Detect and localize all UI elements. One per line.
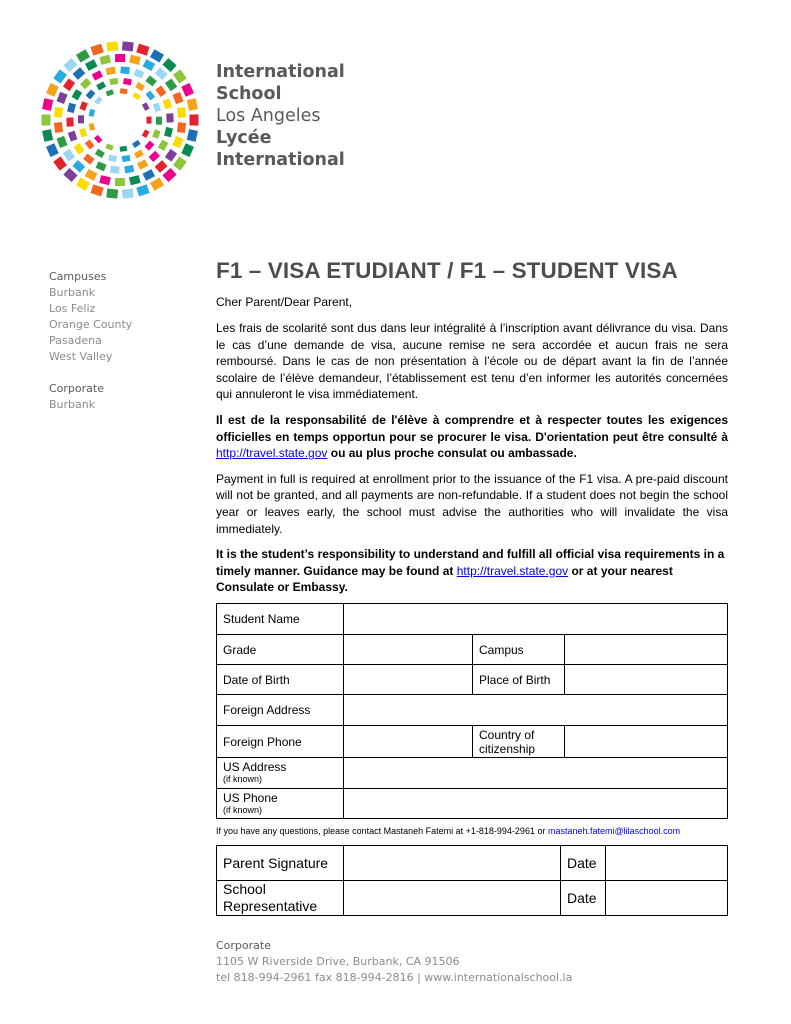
logo-tile — [76, 177, 90, 190]
parent-signature-label: Parent Signature — [217, 846, 344, 881]
dob-field[interactable] — [344, 665, 473, 695]
logo-tile — [54, 107, 63, 118]
grade-field[interactable] — [344, 635, 473, 665]
logo-tile — [115, 178, 125, 186]
logo-tile — [123, 78, 132, 85]
logo-tile — [66, 117, 73, 126]
logo-tile — [156, 117, 162, 125]
logo-tile — [150, 177, 164, 190]
logo-tile — [136, 184, 149, 196]
contact-note — [216, 825, 680, 837]
logo-tile — [122, 189, 134, 199]
logo-tile — [177, 107, 186, 118]
logo-tile — [86, 89, 96, 99]
corporate-heading: Corporate — [49, 382, 104, 395]
grade-label: Grade — [217, 635, 344, 665]
logo-tile — [68, 131, 78, 142]
logo-tile — [155, 86, 166, 97]
logo-tile — [106, 89, 114, 96]
foreign-address-field[interactable] — [344, 695, 728, 726]
logo-tile — [85, 59, 98, 71]
us-address-text: US Address — [223, 760, 287, 774]
logo-tile — [187, 129, 198, 142]
logo-line-international: International — [216, 62, 345, 82]
logo-tile — [105, 143, 113, 150]
logo-tile — [94, 96, 102, 105]
logo-tile — [122, 41, 134, 51]
logo-tile — [54, 122, 63, 133]
logo-tile — [165, 78, 177, 91]
student-name-label: Student Name — [217, 604, 344, 635]
logo-tile — [190, 115, 199, 126]
letter-body — [216, 256, 728, 596]
school-logo-text — [216, 61, 345, 171]
foreign-phone-label: Foreign Phone — [217, 726, 344, 758]
logo-tile — [78, 115, 84, 123]
travel-state-link-fr[interactable]: http://travel.state.gov — [216, 446, 328, 461]
logo-tile — [42, 115, 51, 126]
logo-tile — [42, 98, 53, 111]
logo-tile — [72, 160, 85, 173]
logo-tile — [89, 123, 95, 131]
logo-tile — [106, 67, 116, 76]
logo-line-los-angeles: Los Angeles — [216, 106, 321, 126]
campus-label: Campus — [473, 635, 565, 665]
if-known-note: (if known) — [223, 805, 263, 815]
logo-tile — [158, 140, 169, 151]
logo-line-international-2: International — [216, 150, 345, 170]
us-phone-label — [217, 789, 344, 819]
logo-tile — [46, 83, 59, 97]
parent-date-label: Date — [561, 846, 606, 881]
logo-tile — [145, 141, 155, 151]
foreign-phone-field[interactable] — [344, 726, 473, 758]
logo-tile — [96, 161, 107, 171]
english-paragraph: Payment in full is required at enrollment prior to the issuance of the F1 visa. A pre-paid discount will not be granted, and all payments are non-refundable. If a student does not begin the school year or leaves early, the school must advise the authorities who will invalidate the visa immediately. — [216, 471, 728, 536]
logo-tile — [142, 102, 150, 111]
school-rep-date-field[interactable] — [606, 881, 728, 916]
logo-tile — [142, 169, 155, 181]
logo-tile — [164, 127, 173, 137]
country-of-citizenship-label: Country of citizenship — [473, 726, 565, 758]
logo-tile — [162, 58, 176, 72]
logo-tile — [143, 59, 156, 71]
logo-tile — [56, 136, 67, 148]
page-title: F1 – VISA ETUDIANT / F1 – STUDENT VISA — [216, 258, 678, 283]
logo-tile — [142, 129, 150, 138]
p2-text-end: ou au plus proche consulat ou ambassade. — [327, 446, 577, 461]
place-of-birth-field[interactable] — [565, 665, 728, 695]
logo-tile — [76, 49, 90, 62]
logo-tile — [63, 149, 75, 162]
logo-tile — [94, 135, 102, 144]
logo-tile — [108, 155, 117, 162]
logo-tile — [110, 166, 120, 174]
logo-tile — [85, 169, 98, 181]
logo-tile — [173, 69, 187, 83]
p4-text-end: or at your nearest Consulate or Embassy. — [216, 563, 673, 595]
logo-tile — [91, 184, 104, 196]
campus-item: Pasadena — [49, 334, 102, 347]
footer — [216, 938, 572, 986]
logo-tile — [145, 90, 155, 100]
logo-tile — [155, 160, 168, 173]
signature-table — [216, 845, 728, 916]
logo-tile — [120, 146, 128, 152]
logo-tile — [53, 69, 67, 83]
parent-date-field[interactable] — [606, 846, 728, 881]
logo-tile — [137, 159, 148, 169]
contact-email-link[interactable]: mastaneh.fatemi@lilaschool.com — [547, 826, 681, 836]
foreign-address-label: Foreign Address — [217, 695, 344, 726]
logo-tile — [153, 103, 161, 113]
logo-tile — [72, 89, 83, 100]
logo-tile — [149, 151, 160, 162]
french-responsibility-paragraph — [216, 412, 728, 462]
logo-tile — [73, 67, 86, 80]
student-name-field[interactable] — [344, 604, 728, 635]
logo-tile — [83, 154, 94, 165]
logo-line-lycee: Lycée — [216, 128, 272, 148]
campus-field[interactable] — [565, 635, 728, 665]
logo-tile — [129, 175, 141, 185]
school-logo-mosaic — [40, 40, 200, 200]
us-phone-field[interactable] — [344, 789, 728, 819]
logo-tile — [96, 81, 106, 90]
travel-state-link-en[interactable]: http://travel.state.gov — [456, 563, 569, 578]
logo-tile — [135, 82, 145, 91]
place-of-birth-label: Place of Birth — [473, 665, 565, 695]
logo-tile — [106, 189, 118, 199]
french-paragraph: Les frais de scolarité sont dus dans leur intégralité à l’inscription avant délivrance du visa. Dans le cas d’une demande de visa, aucune remise ne sera accordée et aucun frais ne sera remboursé. Dans le cas de non présentation à l’école ou de départ avant la fin de l’année scolaire de l’élève demandeur, l’établissement est tenu d’en informer les autorités concernées qui annuleront le visa immédiatement. — [216, 321, 728, 402]
logo-tile — [74, 143, 85, 154]
logo-tile — [79, 101, 87, 111]
logo-tile — [155, 67, 168, 80]
campus-item: Orange County — [49, 318, 133, 331]
logo-tile — [46, 143, 59, 157]
logo-tile — [122, 155, 131, 162]
logo-tile — [145, 75, 156, 86]
logo-tile — [80, 78, 91, 89]
school-rep-label: School Representative — [217, 881, 344, 916]
logo-tile — [92, 70, 103, 80]
school-rep-date-label: Date — [561, 881, 606, 916]
sidebar — [49, 269, 179, 413]
logo-tile — [99, 175, 111, 185]
logo-tile — [120, 88, 128, 94]
logo-tile — [99, 55, 111, 65]
logo-tile — [173, 156, 187, 170]
logo-tile — [91, 44, 104, 56]
campus-item: Burbank — [49, 286, 96, 299]
campus-item: Los Feliz — [49, 302, 96, 315]
greeting: Cher Parent/Dear Parent, — [216, 295, 353, 309]
logo-tile — [163, 99, 173, 110]
p2-text: Il est de la responsabilité de l'élève à comprendre et à respecter toutes les exigences officielles en temps opportun pour se procurer le visa. D'orientation peut être consulté à — [216, 412, 728, 444]
us-address-label — [217, 758, 344, 789]
logo-tile — [150, 49, 164, 62]
student-info-form — [216, 603, 728, 819]
footer-address: 1105 W Riverside Drive, Burbank, CA 91506 — [216, 955, 460, 968]
logo-tile — [106, 41, 118, 51]
logo-tile — [134, 150, 144, 159]
logo-tile — [181, 83, 194, 97]
logo-tile — [57, 92, 68, 104]
logo-tile — [42, 129, 53, 142]
logo-tile — [124, 165, 134, 174]
logo-tile — [53, 156, 67, 170]
campuses-heading: Campuses — [49, 270, 107, 283]
logo-tile — [146, 117, 151, 124]
logo-line-school: School — [216, 84, 282, 104]
school-rep-field[interactable] — [344, 881, 561, 916]
footer-title: Corporate — [216, 939, 271, 952]
logo-tile — [95, 149, 105, 158]
logo-tile — [132, 140, 141, 148]
english-responsibility-paragraph — [216, 546, 728, 596]
logo-tile — [85, 140, 95, 150]
logo-tile — [63, 58, 77, 72]
logo-tile — [109, 78, 118, 85]
logo-tile — [120, 66, 130, 74]
logo-tile — [181, 143, 194, 157]
parent-signature-field[interactable] — [344, 846, 561, 881]
logo-tile — [152, 129, 160, 139]
p4-text: It is the student’s responsibility to understand and fulfill all official visa requirements in a timely manner. Guidance may be found at — [216, 547, 725, 578]
footer-contact: tel 818-994-2961 fax 818-994-2816 | www.internationalschool.la — [216, 971, 573, 984]
us-address-field[interactable] — [344, 758, 728, 789]
logo-tile — [132, 92, 141, 100]
logo-tile — [187, 98, 198, 111]
logo-tile — [79, 128, 87, 138]
if-known-note: (if known) — [223, 774, 263, 784]
logo-tile — [172, 136, 183, 148]
logo-tile — [177, 122, 186, 133]
us-phone-text: US Phone — [223, 791, 278, 805]
logo-tile — [115, 54, 125, 62]
logo-tile — [67, 103, 76, 113]
logo-tile — [89, 109, 96, 117]
corporate-item: Burbank — [49, 398, 96, 411]
contact-text: If you have any questions, please contact Mastaneh Fatemi at +1-818-994-2961 or — [216, 826, 548, 836]
logo-tile — [165, 149, 177, 162]
logo-tile — [162, 168, 176, 182]
logo-tile — [166, 113, 173, 122]
logo-tile — [63, 168, 77, 182]
country-of-citizenship-field[interactable] — [565, 726, 728, 758]
dob-label: Date of Birth — [217, 665, 344, 695]
logo-tile — [136, 44, 149, 56]
logo-tile — [129, 55, 141, 65]
logo-tile — [172, 92, 183, 104]
logo-tile — [63, 78, 75, 91]
campus-item: West Valley — [49, 350, 113, 363]
logo-tile — [133, 69, 144, 79]
